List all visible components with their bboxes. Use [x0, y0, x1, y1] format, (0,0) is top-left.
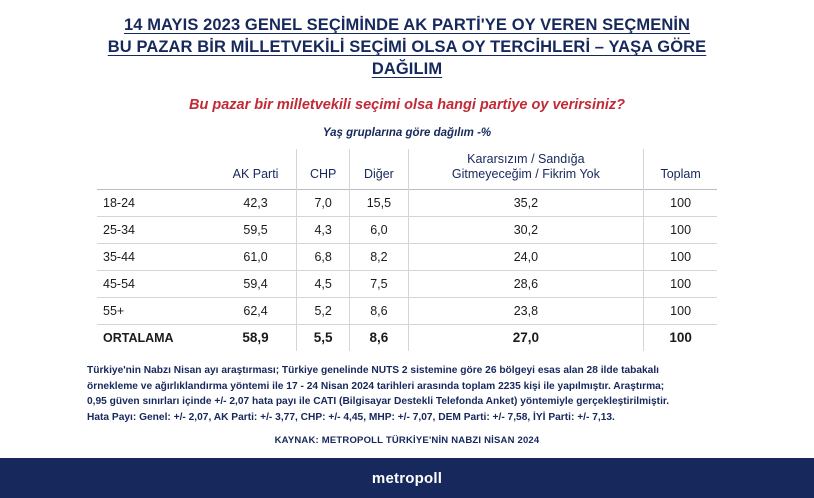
cell-diger: 6,0	[350, 217, 408, 244]
title-line-3: DAĞILIM	[371, 60, 443, 78]
footer-bar	[0, 458, 814, 498]
cell-kararsiz: 30,2	[408, 217, 644, 244]
column-header-chp: CHP	[297, 149, 350, 190]
cell-toplam: 100	[644, 325, 717, 352]
methodology-note	[87, 363, 727, 425]
row-label: ORTALAMA	[103, 331, 174, 345]
cell-akparti: 42,3	[215, 190, 297, 217]
cell-toplam: 100	[644, 271, 717, 298]
brand-logo: metropoll	[371, 469, 443, 487]
cell-diger: 8,2	[350, 244, 408, 271]
column-header-kararsiz-line2: Gitmeyeceğim / Fikrim Yok	[451, 167, 600, 181]
cell-chp: 4,3	[297, 217, 350, 244]
results-table	[97, 149, 717, 351]
cell-akparti: 59,5	[215, 217, 297, 244]
table-header-row	[97, 149, 717, 190]
table-row	[97, 217, 717, 244]
row-label: 45-54	[97, 271, 215, 298]
cell-akparti: 62,4	[215, 298, 297, 325]
table-row	[97, 190, 717, 217]
cell-diger: 8,6	[350, 325, 408, 352]
column-header-age	[97, 149, 215, 190]
row-label: 18-24	[97, 190, 215, 217]
row-label: 35-44	[97, 244, 215, 271]
page-title	[0, 0, 814, 80]
table-row	[97, 298, 717, 325]
methodology-line-4: Hata Payı: Genel: +/- 2,07, AK Parti: +/- 3,77, CHP: +/- 4,45, MHP: +/- 7,07, DEM Parti: +/- 7,58, İYİ Parti: +/- 7,13.	[87, 411, 615, 423]
survey-question: Bu pazar bir milletvekili seçimi olsa hangi partiye oy verirsiniz?	[189, 97, 625, 113]
column-header-akparti: AK Parti	[232, 167, 279, 181]
title-line-1: 14 MAYIS 2023 GENEL SEÇİMİNDE AK PARTİ'YE OY VEREN SEÇMENİN	[123, 16, 691, 34]
column-header-kararsiz-line1: Kararsızım / Sandığa	[467, 152, 585, 166]
column-header-toplam: Toplam	[644, 149, 717, 190]
cell-diger: 15,5	[350, 190, 408, 217]
cell-chp: 7,0	[297, 190, 350, 217]
row-label: 25-34	[97, 217, 215, 244]
cell-akparti: 61,0	[215, 244, 297, 271]
methodology-line-1: Türkiye'nin Nabzı Nisan ayı araştırması; Türkiye genelinde NUTS 2 sistemine göre 26 bölgeyi esas alan 28 ilde tabakalı	[87, 365, 660, 376]
cell-chp: 6,8	[297, 244, 350, 271]
cell-chp: 5,5	[297, 325, 350, 352]
table-row-average	[97, 325, 717, 352]
results-table-wrapper	[97, 149, 717, 351]
table-row	[97, 244, 717, 271]
cell-akparti: 58,9	[242, 330, 269, 345]
cell-diger: 8,6	[350, 298, 408, 325]
table-row	[97, 271, 717, 298]
cell-toplam: 100	[644, 244, 717, 271]
cell-akparti: 59,4	[215, 271, 297, 298]
cell-kararsiz: 28,6	[408, 271, 644, 298]
cell-kararsiz: 35,2	[408, 190, 644, 217]
cell-toplam: 100	[644, 298, 717, 325]
cell-chp: 5,2	[297, 298, 350, 325]
cell-chp: 4,5	[297, 271, 350, 298]
cell-toplam: 100	[644, 190, 717, 217]
title-line-2: BU PAZAR BİR MİLLETVEKİLİ SEÇİMİ OLSA OY TERCİHLERİ – YAŞA GÖRE	[107, 38, 707, 56]
column-header-kararsiz	[408, 149, 644, 190]
methodology-line-2: örnekleme ve ağırlıklandırma yöntemi ile 17 - 24 Nisan 2024 tarihleri arasında toplam 2235 kişi ile yapılmıştır. Araştırma;	[87, 380, 665, 392]
source-note: KAYNAK: METROPOLL TÜRKİYE'NİN NABZI NİSAN 2024	[274, 435, 540, 446]
cell-kararsiz: 24,0	[408, 244, 644, 271]
cell-kararsiz: 23,8	[408, 298, 644, 325]
table-header	[97, 149, 717, 190]
methodology-line-3: 0,95 güven sınırları içinde +/- 2,07 hata payı ile CATI (Bilgisayar Destekli Telefonda Anket) yöntemiyle gerçekleştirilmiştir.	[87, 396, 670, 407]
cell-diger: 7,5	[350, 271, 408, 298]
table-body	[97, 190, 717, 352]
cell-toplam: 100	[644, 217, 717, 244]
cell-kararsiz: 27,0	[408, 325, 644, 352]
row-label: 55+	[97, 298, 215, 325]
axis-note: Yaş gruplarına göre dağılım -%	[322, 127, 492, 139]
column-header-diger: Diğer	[350, 149, 408, 190]
